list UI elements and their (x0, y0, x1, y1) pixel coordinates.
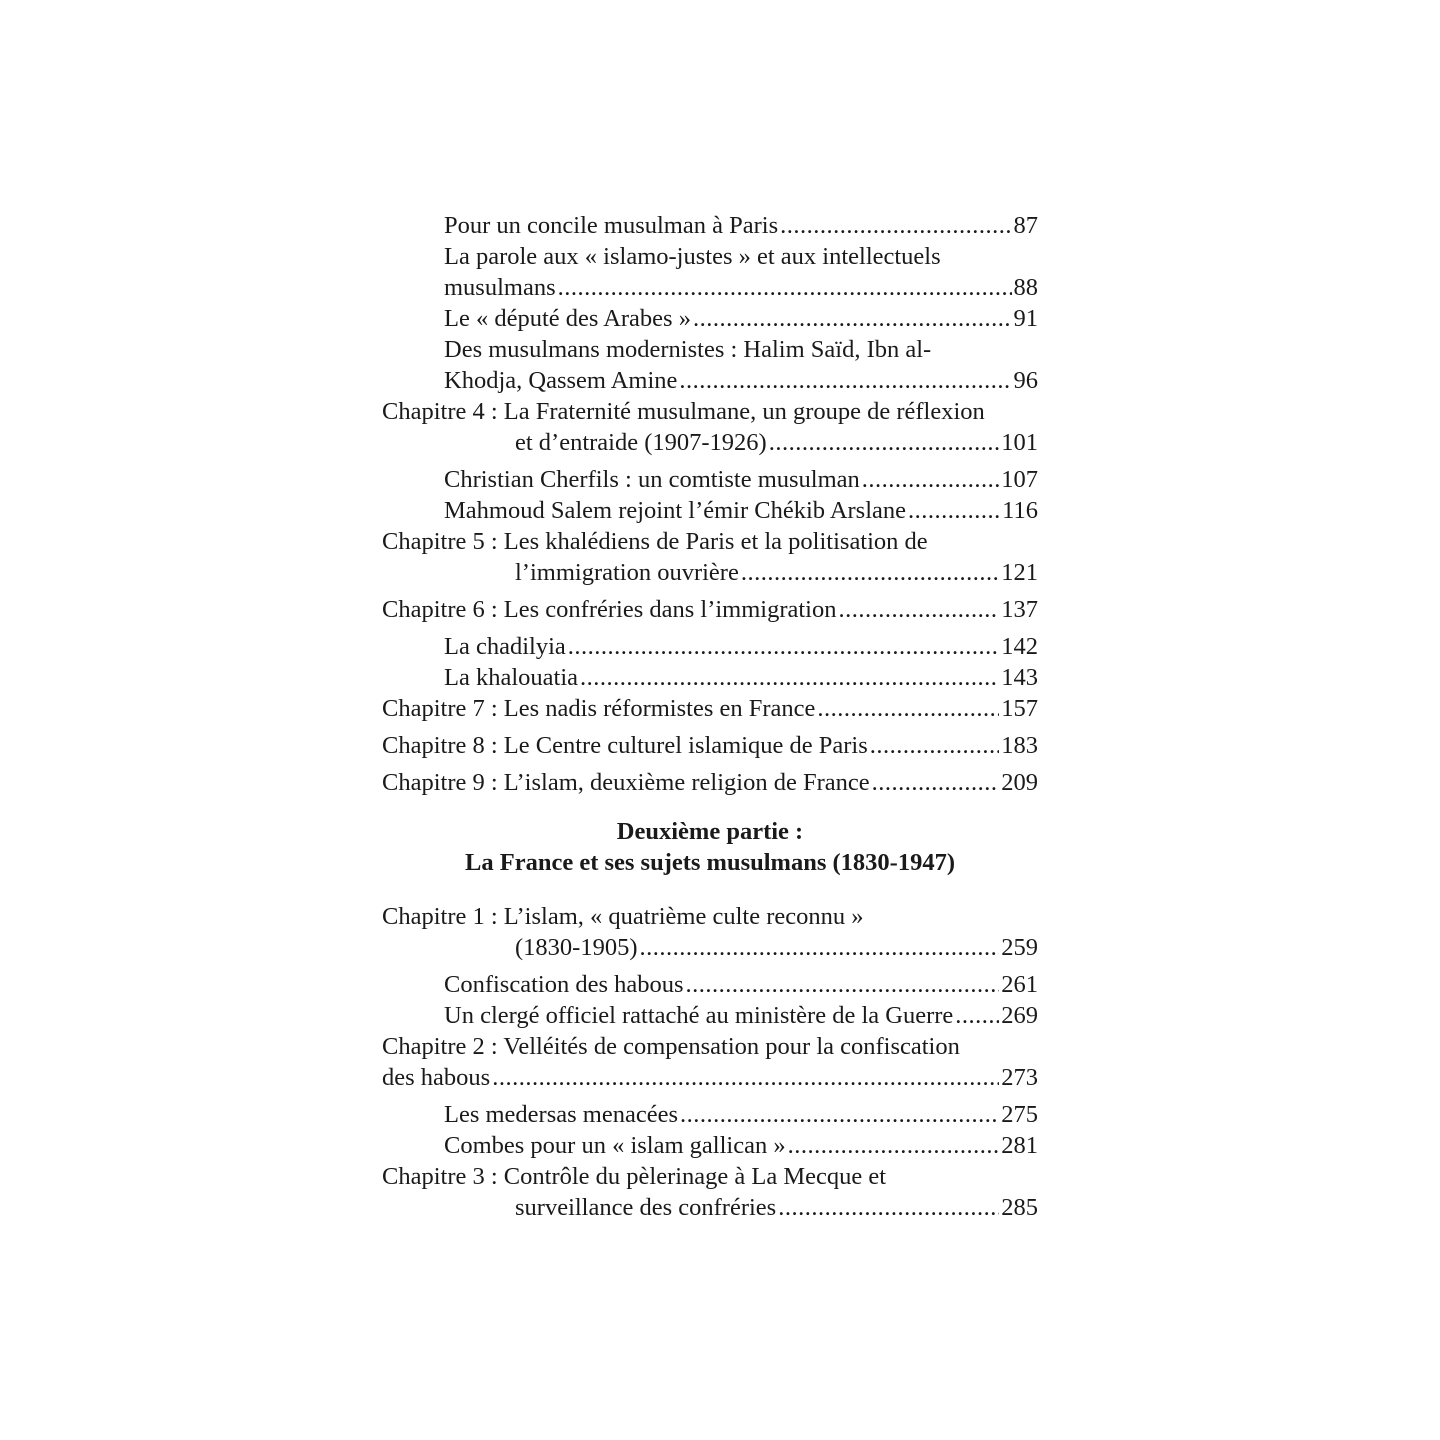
toc-entry-page: 261 (1001, 971, 1038, 998)
chapter-page: 157 (1001, 695, 1038, 722)
chapter-entry (382, 594, 1038, 625)
toc-entry (382, 210, 1038, 241)
chapter-title-line: surveillance des confréries (515, 1194, 777, 1221)
leader-dots (680, 1099, 999, 1130)
leader-dots (862, 464, 999, 495)
toc-entry-page: 88 (1013, 274, 1038, 301)
chapter-page: 183 (1001, 732, 1038, 759)
toc-entry-page: 87 (1013, 212, 1038, 239)
chapter-page: 259 (1001, 934, 1038, 961)
leader-dots (870, 730, 999, 761)
chapter-title: Chapitre 6 : Les confréries dans l’immigration (382, 596, 837, 623)
toc-entry-page: 96 (1013, 367, 1038, 394)
toc-entry (382, 1130, 1038, 1161)
part-heading (382, 816, 1038, 878)
toc-entry-title-line: Khodja, Qassem Amine (444, 367, 678, 394)
toc-entry-page: 91 (1013, 305, 1038, 332)
chapter-title-line: (1830-1905) (515, 934, 638, 961)
toc-entry (382, 272, 1038, 303)
leader-dots (568, 631, 999, 662)
leader-dots (908, 495, 1000, 526)
chapter-entry (382, 557, 1038, 588)
leader-dots (955, 1000, 999, 1031)
leader-dots (838, 594, 999, 625)
leader-dots (580, 662, 999, 693)
toc-entry-title: Les medersas menacées (444, 1101, 678, 1128)
toc-entry-title: Combes pour un « islam gallican » (444, 1132, 786, 1159)
toc-entry-page: 116 (1002, 497, 1038, 524)
leader-dots (686, 969, 1000, 1000)
leader-dots (817, 693, 999, 724)
leader-dots (741, 557, 999, 588)
chapter-title-line: Chapitre 5 : Les khalédiens de Paris et la politisation de (382, 528, 928, 555)
chapter-entry (382, 730, 1038, 761)
chapter-page: 121 (1001, 559, 1038, 586)
toc-entry (382, 969, 1038, 1000)
chapter-title-line: et d’entraide (1907-1926) (515, 429, 767, 456)
chapter-title: Chapitre 8 : Le Centre culturel islamique de Paris (382, 732, 868, 759)
chapter-title: Chapitre 9 : L’islam, deuxième religion de France (382, 769, 870, 796)
chapter-page: 101 (1001, 429, 1038, 456)
toc-entry-page: 142 (1001, 633, 1038, 660)
toc-entry-title: Un clergé officiel rattaché au ministère de la Guerre (444, 1002, 954, 1029)
toc-entry (382, 303, 1038, 334)
leader-dots (558, 272, 1012, 303)
chapter-entry (382, 427, 1038, 458)
toc-entry-page: 281 (1001, 1132, 1038, 1159)
leader-dots (778, 1192, 999, 1223)
chapter-title-line: Chapitre 4 : La Fraternité musulmane, un groupe de réflexion (382, 398, 985, 425)
chapter-entry (382, 693, 1038, 724)
chapter-entry (382, 1062, 1038, 1093)
chapter-title: Chapitre 7 : Les nadis réformistes en France (382, 695, 816, 722)
chapter-page: 209 (1001, 769, 1038, 796)
toc-entry-title: Mahmoud Salem rejoint l’émir Chékib Arslane (444, 497, 907, 524)
chapter-title-line: Chapitre 1 : L’islam, « quatrième culte reconnu » (382, 903, 864, 930)
part-heading-line-1: Deuxième partie : (616, 818, 804, 845)
toc-entry-page: 269 (1001, 1002, 1038, 1029)
leader-dots (769, 427, 1000, 458)
leader-dots (639, 932, 999, 963)
toc-entry (382, 1099, 1038, 1130)
leader-dots (492, 1062, 999, 1093)
toc-entry-title-line: musulmans (444, 274, 556, 301)
part-heading-line-2: La France et ses sujets musulmans (1830-1947) (465, 849, 955, 876)
toc-entry-page: 107 (1001, 466, 1038, 493)
toc-entry-title-line: Des musulmans modernistes : Halim Saïd, Ibn al- (444, 336, 932, 363)
toc-section-1 (382, 210, 1038, 798)
leader-dots (780, 210, 1011, 241)
chapter-entry (382, 1192, 1038, 1223)
toc-entry (382, 365, 1038, 396)
toc-entry-title: La chadilyia (444, 633, 566, 660)
toc-entry-title: Confiscation des habous (444, 971, 684, 998)
toc-entry-title: La khalouatia (444, 664, 579, 691)
chapter-title-line: des habous (382, 1064, 491, 1091)
toc-entry (382, 631, 1038, 662)
leader-dots (872, 767, 1000, 798)
toc-section-2 (382, 901, 1038, 1223)
leader-dots (693, 303, 1012, 334)
toc-entry (382, 464, 1038, 495)
toc-entry-title: Le « député des Arabes » (444, 305, 691, 332)
leader-dots (679, 365, 1011, 396)
chapter-page: 285 (1001, 1194, 1038, 1221)
chapter-title-line: Chapitre 3 : Contrôle du pèlerinage à La Mecque et (382, 1163, 887, 1190)
chapter-entry (382, 932, 1038, 963)
chapter-page: 273 (1001, 1064, 1038, 1091)
toc-entry-page: 275 (1001, 1101, 1038, 1128)
toc-entry (382, 1000, 1038, 1031)
leader-dots (788, 1130, 1000, 1161)
toc-entry (382, 495, 1038, 526)
toc-entry-title: Christian Cherfils : un comtiste musulman (444, 466, 860, 493)
chapter-entry (382, 767, 1038, 798)
chapter-page: 137 (1001, 596, 1038, 623)
toc-entry-title-line: La parole aux « islamo-justes » et aux intellectuels (444, 243, 941, 270)
chapter-title-line: Chapitre 2 : Velléités de compensation pour la confiscation (382, 1033, 960, 1060)
toc-entry-title: Pour un concile musulman à Paris (444, 212, 779, 239)
toc-entry (382, 662, 1038, 693)
toc-entry-page: 143 (1001, 664, 1038, 691)
chapter-title-line: l’immigration ouvrière (515, 559, 739, 586)
